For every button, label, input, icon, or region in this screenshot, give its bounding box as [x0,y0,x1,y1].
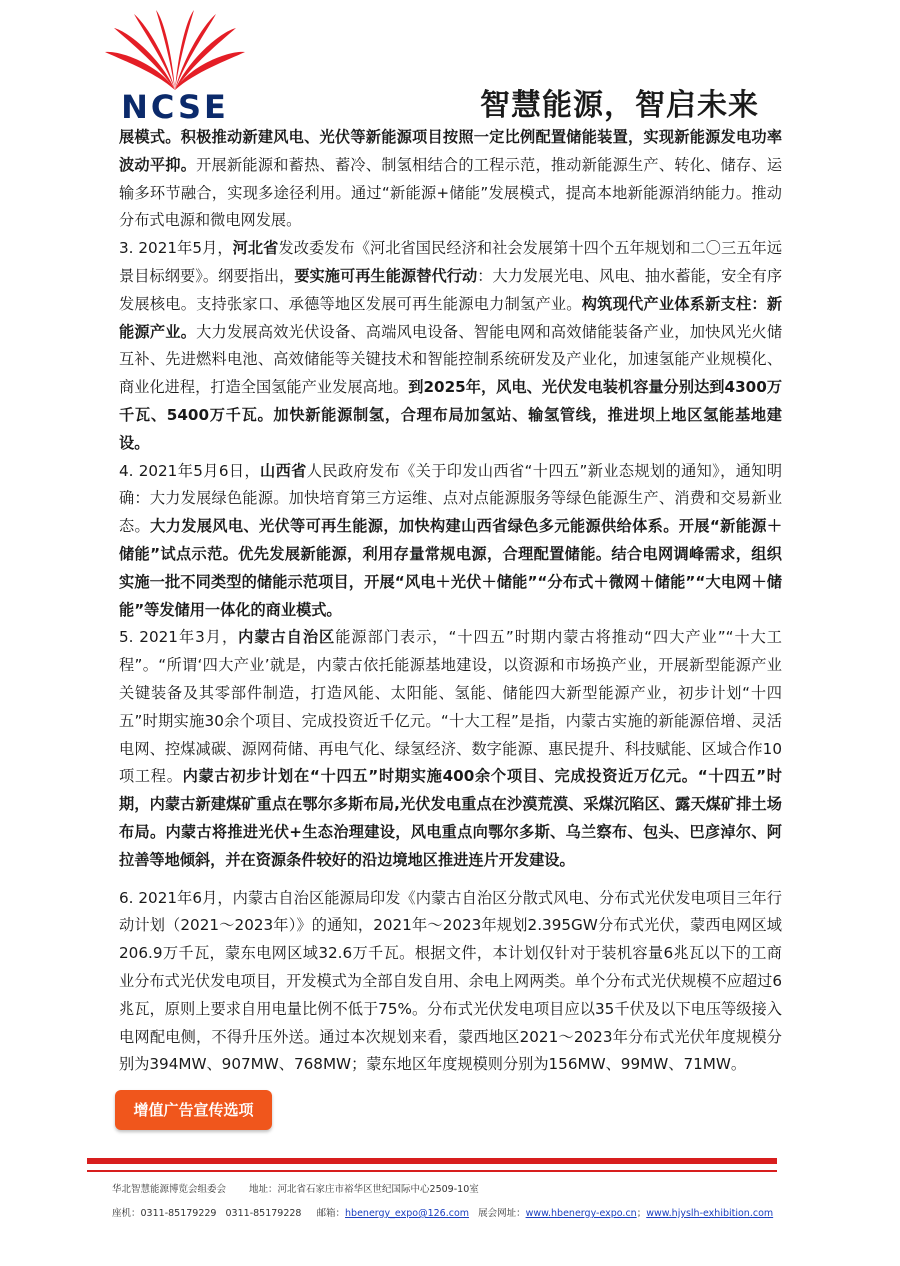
footer-divider-thick [87,1158,777,1164]
footer-phone-label: 座机： [112,1208,141,1219]
footer-address: 地址：河北省石家庄市裕华区世纪国际中心2509-10室 [249,1184,479,1195]
bold-text-segment: 大力发展风电、光伏等可再生能源，加快构建山西省绿色多元能源供给体系。开展“新能源＋储能”试点示范。优先发展新能源，利用存量常规电源，合理配置储能。结合电网调峰需求，组织实施一批不同类型的储能示范项目，开展“风电＋光伏＋储能”“分布式＋微网＋储能”“大电网＋储能”等发储用一体化的商业模式。 [119,517,783,619]
text-segment: 大力发展高效光伏设备、高端风电设备、智能电网和高效储能装备产业，加快风光火储互补、先进燃料电池、高效储能等关键技术和智能控制系统研发及产业化，加速氢能产业规模化、商业化进程，打造全国氢能产业发展高地。 [119,322,783,397]
footer-site-link-2[interactable]: www.hjyslh-exhibition.com [646,1208,774,1219]
ncse-logo [100,10,250,125]
text-segment: 4. 2021年5月6日， [119,461,261,480]
bold-text-segment: 构筑现代产业体系新支柱：新能源产业。 [119,294,783,341]
bold-text-segment: 河北省 [232,239,279,258]
footer-organizer: 华北智慧能源博览会组委会 [112,1184,227,1195]
text-segment: 人民政府发布《关于印发山西省“十四五”新业态规划的通知》，通知明确：大力发展绿色能源。加快培育第三方运维、点对点能源服务等绿色能源生产、消费和交易新业态。 [119,461,783,536]
text-segment: 开展新能源和蓄热、蓄冷、制氢相结合的工程示范，推动新能源生产、转化、储存、运输多环节融合，实现多途径利用。通过“新能源+储能”发展模式，提高本地新能源消纳能力。推动分布式电源和微电网发展。 [119,155,783,230]
footer-line-2 [112,1205,779,1219]
footer-phone-1: 0311-85179229 [140,1208,217,1219]
paragraph [119,235,782,457]
footer-site-link-1[interactable]: www.hbenergy-expo.cn [525,1208,637,1219]
logo-text: NCSE [121,88,229,126]
sunburst-icon [100,10,250,92]
bold-text-segment: 展模式。积极推动新建风电、光伏等新能源项目按照一定比例配置储能装置，实现新能源发电功率波动平抑。 [119,128,782,174]
footer-site-label: 展会网址： [478,1208,526,1219]
text-segment: 5. 2021年3月， [119,628,239,647]
text-segment: ：大力发展光电、风电、抽水蓄能，安全有序发展核电。支持张家口、承德等地区发展可再生能源电力制氢产业。 [119,266,783,313]
text-segment: 能源部门表示，“十四五”时期内蒙古将推动“四大产业”“十大工程”。“所谓‘四大产业’就是，内蒙古依托能源基地建设，以资源和市场换产业，开展新型能源产业关键装备及其零部件制造，打造风能、太阳能、氢能、储能四大新型能源产业，初步计划“十四五”时期实施30余个项目、完成投资近千亿元。“十大工程”是指，内蒙古实施的新能源倍增、灵活电网、控煤减碳、源网荷储、再电气化、绿氢经济、数字能源、惠民提升、科技赋能、区域合作10项工程。 [119,628,782,786]
footer-site-separator: ； [636,1208,647,1219]
bold-text-segment: 内蒙古初步计划在“十四五”时期实施400余个项目、完成投资近万亿元。“十四五”时期，内蒙古新建煤矿重点在鄂尔多斯布局,光伏发电重点在沙漠荒漠、采煤沉陷区、露天煤矿排土场布局。内蒙古将推进光伏+生态治理建设，风电重点向鄂尔多斯、乌兰察布、包头、巴彦淖尔、阿拉善等地倾斜，并在资源条件较好的沿边境地区推进连片开发建设。 [119,767,782,869]
paragraph [119,885,782,1080]
bold-text-segment: 要实施可再生能源替代行动 [294,266,478,285]
footer-phone-2: 0311-85179228 [225,1208,302,1219]
header-slogan: 智慧能源，智启未来 [480,88,759,123]
article-body [119,124,782,1079]
text-segment: 3. 2021年5月， [119,239,233,258]
text-segment: 6. 2021年6月，内蒙古自治区能源局印发《内蒙古自治区分散式风电、分布式光伏发电项目三年行动计划（2021～2023年）》的通知，2021年～2023年规划2.395GW分布式光伏，蒙西电网区域206.9万千瓦，蒙东电网区域32.6万千瓦。根据文件，本计划仅针对于装机容量6兆瓦以下的工商业分布式光伏发电项目，开发模式为全部自发自用、余电上网两类。单个分布式光伏规模不应超过6兆瓦，原则上要求自用电量比例不低于75%。分布式光伏发电项目应以35千伏及以下电压等级接入电网配电侧，不得升压外送。通过本次规划来看，蒙西地区2021～2023年分布式光伏年度规模分别为394MW、907MW、768MW；蒙东地区年度规模则分别为156MW、99MW、71MW。 [119,888,782,1074]
bold-text-segment: 山西省 [260,461,307,480]
page-header [0,0,900,130]
footer-email-link[interactable]: hbenergy_expo@126.com [345,1208,470,1219]
footer-line-1 [112,1181,485,1195]
footer-email-label: 邮箱： [316,1208,346,1219]
footer-divider-thin [87,1170,777,1172]
bold-text-segment: 内蒙古自治区 [238,628,336,647]
paragraph [119,458,782,625]
bold-text-segment: 到2025年，风电、光伏发电装机容量分别达到4300万千瓦、5400万千瓦。加快新能源制氢，合理布局加氢站、输氢管线，推进坝上地区氢能基地建设。 [119,378,783,452]
ad-options-button[interactable]: 增值广告宣传选项 [115,1090,272,1130]
paragraph [119,124,782,235]
paragraph [119,624,782,874]
text-segment: 发改委发布《河北省国民经济和社会发展第十四个五年规划和二〇三五年远景目标纲要》。纲要指出， [119,239,783,285]
